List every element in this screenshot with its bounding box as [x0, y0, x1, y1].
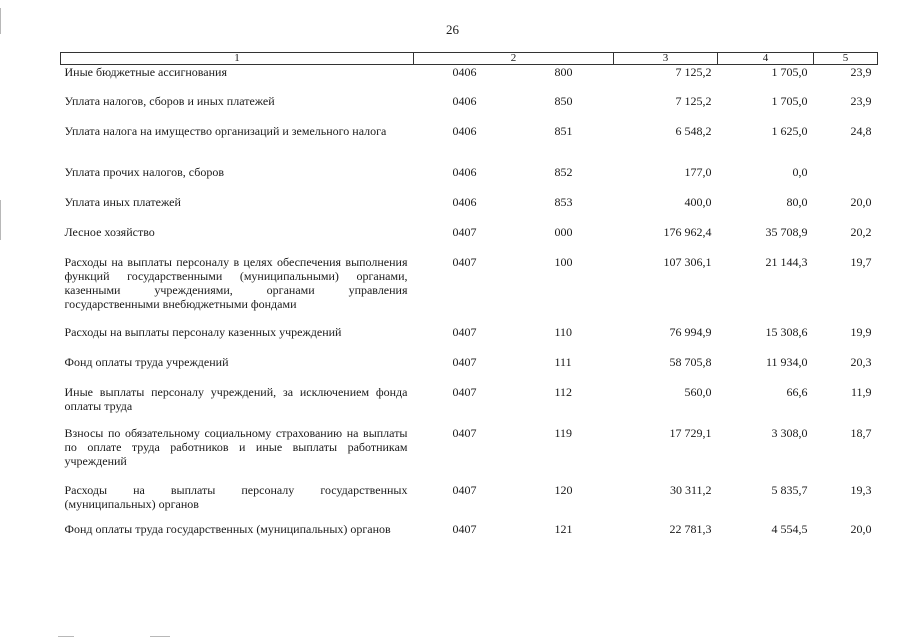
row-name-cell: Иные выплаты персоналу учреждений, за исключением фонда оплаты труда: [64, 384, 408, 413]
row-actual-cell: 66,6: [786, 384, 808, 399]
row-expense-type-code: 110: [554, 324, 573, 339]
column-number-1: 1: [61, 53, 414, 65]
row-codes-cell: [414, 195, 614, 225]
row-expense-type-code: 119: [554, 425, 573, 440]
row-actual-cell: 5 835,7: [771, 482, 808, 497]
row-plan-cell: 7 125,2: [675, 65, 712, 79]
table-row: [61, 225, 878, 255]
row-percent-cell: 11,9: [850, 384, 872, 399]
row-section-code: 0407: [452, 324, 477, 339]
row-section-code: 0407: [452, 254, 477, 269]
row-name-cell: Уплата налогов, сборов и иных платежей: [64, 93, 275, 108]
row-section-code: 0407: [452, 224, 477, 239]
row-section-code: 0406: [452, 164, 477, 179]
row-percent-cell: 20,3: [850, 354, 872, 369]
row-percent-cell: 23,9: [850, 93, 872, 108]
row-actual-cell: 1 705,0: [771, 93, 808, 108]
row-codes-cell: [414, 94, 614, 124]
page-number: 26: [446, 22, 459, 37]
row-plan-cell: 107 306,1: [663, 254, 712, 269]
row-plan-cell: 400,0: [684, 194, 712, 209]
row-plan-cell: 30 311,2: [669, 482, 712, 497]
table-row: [61, 426, 878, 483]
row-codes-cell: [414, 325, 614, 355]
row-name-cell: Фонд оплаты труда государственных (муниципальных) органов: [64, 521, 391, 536]
row-codes-cell: [414, 255, 614, 325]
row-name-cell: Уплата налога на имущество организаций и земельного налога: [64, 123, 387, 138]
scan-artifact: [58, 636, 74, 637]
row-plan-cell: 58 705,8: [669, 354, 712, 369]
row-codes-cell: [414, 355, 614, 385]
row-codes-cell: [414, 385, 614, 426]
row-codes-cell: [414, 124, 614, 165]
row-plan-cell: 22 781,3: [669, 521, 712, 536]
column-number-4: 4: [718, 53, 814, 65]
row-codes-cell: [414, 165, 614, 195]
row-expense-type-code: 000: [554, 224, 573, 239]
table-row: [61, 65, 878, 94]
row-expense-type-code: 121: [554, 521, 573, 536]
row-expense-type-code: 852: [554, 164, 573, 179]
table-body: [61, 65, 878, 558]
row-codes-cell: [414, 65, 614, 94]
row-codes-cell: [414, 483, 614, 522]
row-codes-cell: [414, 225, 614, 255]
column-number-2: 2: [414, 53, 614, 65]
row-section-code: 0407: [452, 354, 477, 369]
row-name-cell: Расходы на выплаты персоналу казенных учреждений: [64, 324, 342, 339]
row-expense-type-code: 112: [554, 384, 573, 399]
budget-table: [60, 52, 878, 558]
scan-artifact: [150, 636, 170, 637]
row-percent-cell: 20,0: [850, 194, 872, 209]
row-actual-cell: 15 308,6: [765, 324, 808, 339]
row-expense-type-code: 850: [554, 93, 573, 108]
column-number-5: 5: [814, 53, 878, 65]
row-section-code: 0407: [452, 521, 477, 536]
row-plan-cell: 7 125,2: [675, 93, 712, 108]
row-actual-cell: 0,0: [792, 164, 808, 179]
row-plan-cell: 560,0: [684, 384, 712, 399]
row-codes-cell: [414, 426, 614, 483]
row-section-code: 0406: [452, 123, 477, 138]
row-expense-type-code: 853: [554, 194, 573, 209]
row-expense-type-code: 111: [554, 354, 572, 369]
row-actual-cell: 11 934,0: [765, 354, 808, 369]
scan-artifact: [0, 8, 1, 34]
row-actual-cell: 1 705,0: [771, 65, 808, 79]
table-row: [61, 325, 878, 355]
row-expense-type-code: 851: [554, 123, 573, 138]
row-percent-cell: 19,9: [850, 324, 872, 339]
column-number-row: [61, 53, 878, 65]
row-actual-cell: 80,0: [786, 194, 808, 209]
table-row: [61, 385, 878, 426]
row-percent-cell: 23,9: [850, 65, 872, 79]
row-expense-type-code: 800: [554, 65, 573, 79]
row-actual-cell: 35 708,9: [765, 224, 808, 239]
row-actual-cell: 21 144,3: [765, 254, 808, 269]
table-row: [61, 255, 878, 325]
table-row: [61, 165, 878, 195]
table-row: [61, 522, 878, 558]
row-section-code: 0407: [452, 425, 477, 440]
row-section-code: 0407: [452, 384, 477, 399]
row-percent-cell: 20,0: [850, 521, 872, 536]
row-percent-cell: 24,8: [850, 123, 872, 138]
row-actual-cell: 4 554,5: [771, 521, 808, 536]
row-name-cell: Расходы на выплаты персоналу государственных (муниципальных) органов: [64, 482, 408, 511]
row-name-cell: Иные бюджетные ассигнования: [64, 65, 227, 79]
row-plan-cell: 17 729,1: [669, 425, 712, 440]
row-name-cell: Лесное хозяйство: [64, 224, 155, 239]
row-codes-cell: [414, 522, 614, 558]
table-row: [61, 483, 878, 522]
table-row: [61, 94, 878, 124]
table-row: [61, 124, 878, 165]
row-section-code: 0406: [452, 194, 477, 209]
row-section-code: 0406: [452, 65, 477, 79]
scan-artifact: [0, 200, 1, 240]
row-name-cell: Уплата прочих налогов, сборов: [64, 164, 225, 179]
row-name-cell: Расходы на выплаты персоналу в целях обеспечения выполнения функций государственными (муниципальными) органами, казенными учреждениями, органами управления государственными внебюджетными фондами: [64, 254, 408, 311]
row-section-code: 0407: [452, 482, 477, 497]
row-name-cell: Фонд оплаты труда учреждений: [64, 354, 229, 369]
row-percent-cell: [814, 165, 878, 195]
row-percent-cell: 19,7: [850, 254, 872, 269]
row-percent-cell: 18,7: [850, 425, 872, 440]
row-expense-type-code: 100: [554, 254, 573, 269]
row-section-code: 0406: [452, 93, 477, 108]
row-name-cell: Взносы по обязательному социальному страхованию на выплаты по оплате труда работников и иные выплаты работникам учреждений: [64, 425, 408, 468]
row-name-cell: Уплата иных платежей: [64, 194, 181, 209]
column-number-3: 3: [614, 53, 718, 65]
row-plan-cell: 176 962,4: [663, 224, 712, 239]
row-actual-cell: 1 625,0: [771, 123, 808, 138]
row-plan-cell: 6 548,2: [675, 123, 712, 138]
row-percent-cell: 20,2: [850, 224, 872, 239]
row-plan-cell: 177,0: [684, 164, 712, 179]
table-row: [61, 195, 878, 225]
row-expense-type-code: 120: [554, 482, 573, 497]
table-row: [61, 355, 878, 385]
row-plan-cell: 76 994,9: [669, 324, 712, 339]
row-actual-cell: 3 308,0: [771, 425, 808, 440]
row-percent-cell: 19,3: [850, 482, 872, 497]
